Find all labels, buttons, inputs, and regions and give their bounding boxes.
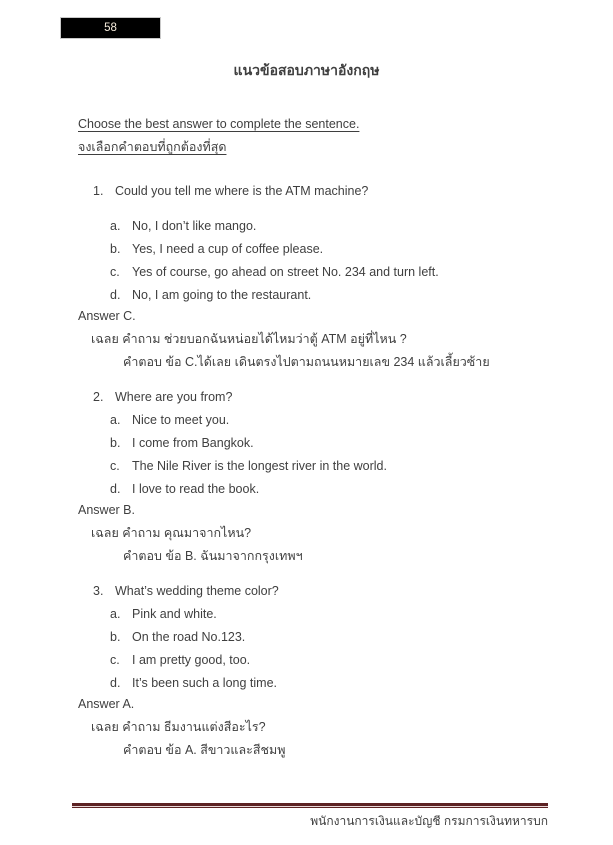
option-row bbox=[110, 217, 555, 235]
page-footer bbox=[72, 803, 548, 829]
instruction-thai: จงเลือกคำตอบที่ถูกต้องที่สุด bbox=[78, 140, 227, 154]
option-text: No, I am going to the restaurant. bbox=[132, 288, 312, 302]
option-row bbox=[110, 674, 555, 692]
answer-label: Answer B. bbox=[78, 503, 135, 517]
option-row bbox=[110, 480, 555, 498]
explanation-question: เฉลย คำถาม ธีมงานแต่งสีอะไร? bbox=[91, 720, 266, 734]
option-label: a. bbox=[110, 413, 121, 427]
question-text: Where are you from? bbox=[115, 390, 233, 404]
option-row bbox=[110, 240, 555, 258]
option-text: Yes of course, go ahead on street No. 234 and turn left. bbox=[132, 265, 439, 279]
option-text: It’s been such a long time. bbox=[132, 676, 277, 690]
option-text: Pink and white. bbox=[132, 607, 217, 621]
question-text: What’s wedding theme color? bbox=[115, 584, 279, 598]
option-label: b. bbox=[110, 630, 121, 644]
option-row bbox=[110, 651, 555, 669]
page-number: 58 bbox=[104, 22, 117, 34]
question-text: Could you tell me where is the ATM machine? bbox=[115, 184, 369, 198]
options-list bbox=[110, 217, 555, 304]
question-number: 2. bbox=[93, 390, 104, 404]
question-number: 3. bbox=[93, 584, 104, 598]
option-row bbox=[110, 411, 555, 429]
option-label: d. bbox=[110, 288, 121, 302]
option-label: c. bbox=[110, 265, 120, 279]
option-label: a. bbox=[110, 607, 121, 621]
option-label: d. bbox=[110, 676, 121, 690]
question-line bbox=[93, 182, 555, 200]
option-label: a. bbox=[110, 219, 121, 233]
instruction-english: Choose the best answer to complete the sentence. bbox=[78, 117, 360, 131]
option-label: c. bbox=[110, 459, 120, 473]
footer-rule bbox=[72, 803, 548, 808]
page-number-badge bbox=[60, 17, 161, 39]
option-row bbox=[110, 434, 555, 452]
option-text: I am pretty good, too. bbox=[132, 653, 251, 667]
option-text: Nice to meet you. bbox=[132, 413, 230, 427]
option-label: b. bbox=[110, 242, 121, 256]
option-text: I love to read the book. bbox=[132, 482, 260, 496]
question-line bbox=[93, 388, 555, 406]
question-block-1 bbox=[78, 182, 555, 371]
option-text: The Nile River is the longest river in the world. bbox=[132, 459, 387, 473]
question-block-2 bbox=[78, 388, 555, 565]
question-line bbox=[93, 582, 555, 600]
footer-text: พนักงานการเงินและบัญชี กรมการเงินทหารบก bbox=[310, 814, 548, 828]
document-body bbox=[78, 115, 555, 764]
answer-label: Answer C. bbox=[78, 309, 136, 323]
answer-label: Answer A. bbox=[78, 697, 135, 711]
option-text: I come from Bangkok. bbox=[132, 436, 254, 450]
explanation-question: เฉลย คำถาม คุณมาจากไหน? bbox=[91, 526, 252, 540]
page-title: แนวข้อสอบภาษาอังกฤษ bbox=[233, 62, 380, 78]
option-text: Yes, I need a cup of coffee please. bbox=[132, 242, 324, 256]
option-row bbox=[110, 286, 555, 304]
explanation-answer: คำตอบ ข้อ B. ฉันมาจากกรุงเทพฯ bbox=[123, 549, 303, 563]
option-row bbox=[110, 605, 555, 623]
option-row bbox=[110, 263, 555, 281]
option-label: b. bbox=[110, 436, 121, 450]
option-label: c. bbox=[110, 653, 120, 667]
option-text: No, I don’t like mango. bbox=[132, 219, 257, 233]
options-list bbox=[110, 605, 555, 692]
option-row bbox=[110, 457, 555, 475]
question-number: 1. bbox=[93, 184, 104, 198]
question-block-3 bbox=[78, 582, 555, 759]
explanation-question: เฉลย คำถาม ช่วยบอกฉันหน่อยได้ไหมว่าตู้ ATM อยู่ที่ไหน ? bbox=[91, 332, 407, 346]
explanation-answer: คำตอบ ข้อ C.ได้เลย เดินตรงไปตามถนนหมายเลข 234 แล้วเลี้ยวซ้าย bbox=[123, 355, 490, 369]
option-text: On the road No.123. bbox=[132, 630, 246, 644]
option-row bbox=[110, 628, 555, 646]
explanation-answer: คำตอบ ข้อ A. สีขาวและสีชมพู bbox=[123, 743, 286, 757]
option-label: d. bbox=[110, 482, 121, 496]
options-list bbox=[110, 411, 555, 498]
